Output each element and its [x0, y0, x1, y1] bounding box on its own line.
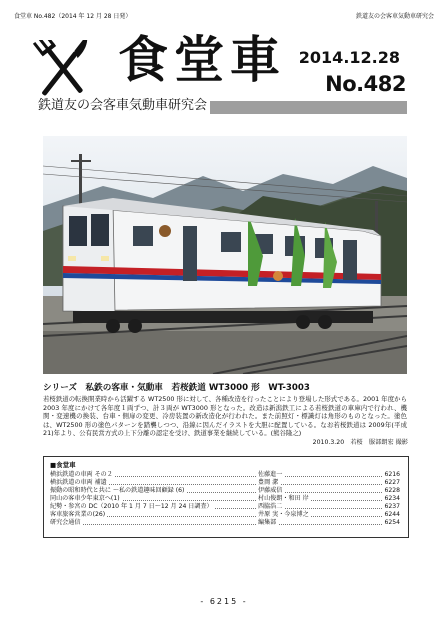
toc-title: 横浜鉄道の車両 その２ [50, 471, 113, 478]
toc-author: 村山俊朗・和田 岸 [258, 495, 309, 502]
toc-author: 豊岡 潔 [258, 479, 279, 486]
toc-page: 6254 [384, 519, 400, 526]
toc-page: 6216 [384, 471, 400, 478]
photo-credit: 2010.3.20 若桜 服部朗宏 撮影 [312, 439, 408, 446]
organization-name: 鉄道友の会客車気動車研究会 [38, 98, 208, 113]
toc-title: 紀勢・参宮の DC（2010 年 1 月 7 日～12 月 24 日調査） [50, 503, 213, 510]
article-title: シリーズ 私鉄の客車・気動車 若桜鉄道 WT3000 形 WT-3003 [43, 383, 310, 393]
toc-row [50, 487, 400, 495]
toc-title: 横浜鉄道の車両 補遺 [50, 479, 107, 486]
header-bar [210, 101, 407, 114]
issue-date: 2014.12.28 [298, 48, 400, 67]
toc-title: 同山の客車少年東京へ(1) [50, 495, 120, 502]
toc-page: 6227 [384, 479, 400, 486]
toc-author: 佐藤進一 [258, 471, 283, 478]
society-name: 鉄道友の会客車気動車研究会 [355, 13, 434, 20]
toc-author: 井原 実・今泉博之 [258, 511, 309, 518]
toc-author: 西脇浩二 [258, 503, 283, 510]
toc-row [50, 471, 400, 479]
toc-title: 客車旅客営業の(26) [50, 511, 106, 518]
toc-heading: ■食堂車 [50, 461, 76, 469]
toc-page: 6237 [384, 503, 400, 510]
toc-author: 編集部 [258, 519, 277, 526]
table-of-contents [43, 456, 409, 538]
toc-page: 6228 [384, 487, 400, 494]
toc-title: 研究会通信 [50, 519, 81, 526]
fork-knife-icon [22, 40, 106, 98]
toc-page: 6234 [384, 495, 400, 502]
toc-row [50, 511, 400, 519]
toc-row [50, 519, 400, 527]
page-number: - 6215 - [200, 597, 248, 606]
article-body: 若桜鉄道の転換開業時から活躍する WT2500 形に対して、各種改造を行ったことにより登場した形式である。2001 年度から 2003 年度にかけて各年度１両ずつ、計３両が WT3000 形となった。改造は新潟鉄工による若桜鉄道の車庫内で行われ、機関・変速機の換装、台車・側扉の変更、冷房装置の新改造化が行われた。また前照灯・標識灯は角形のものとなった。塗色は、WT2500 形の塗色パターンを踏襲しつつ、沿線に因んだイラストを大胆に配置している。なお若桜鉄道は 2009年(平成 21)年より、公有民営方式の上下分離の認定を受け、鉄道事業を継続している。(熊谷隆之) [43, 395, 407, 438]
toc-row [50, 503, 400, 511]
masthead-title: 食堂車 [118, 30, 286, 89]
toc-row [50, 479, 400, 487]
issue-number: No.482 [325, 72, 406, 96]
toc-page: 6244 [384, 511, 400, 518]
toc-row [50, 495, 400, 503]
issue-info: 食堂車 No.482（2014 年 12 月 28 日発） [14, 13, 132, 20]
toc-author: 伊藤威信 [258, 487, 283, 494]
toc-title: 振動の昭和時代と共に ～私の鉄道趣味回顧録 (6) [50, 487, 185, 494]
railcar-photo [43, 136, 407, 374]
